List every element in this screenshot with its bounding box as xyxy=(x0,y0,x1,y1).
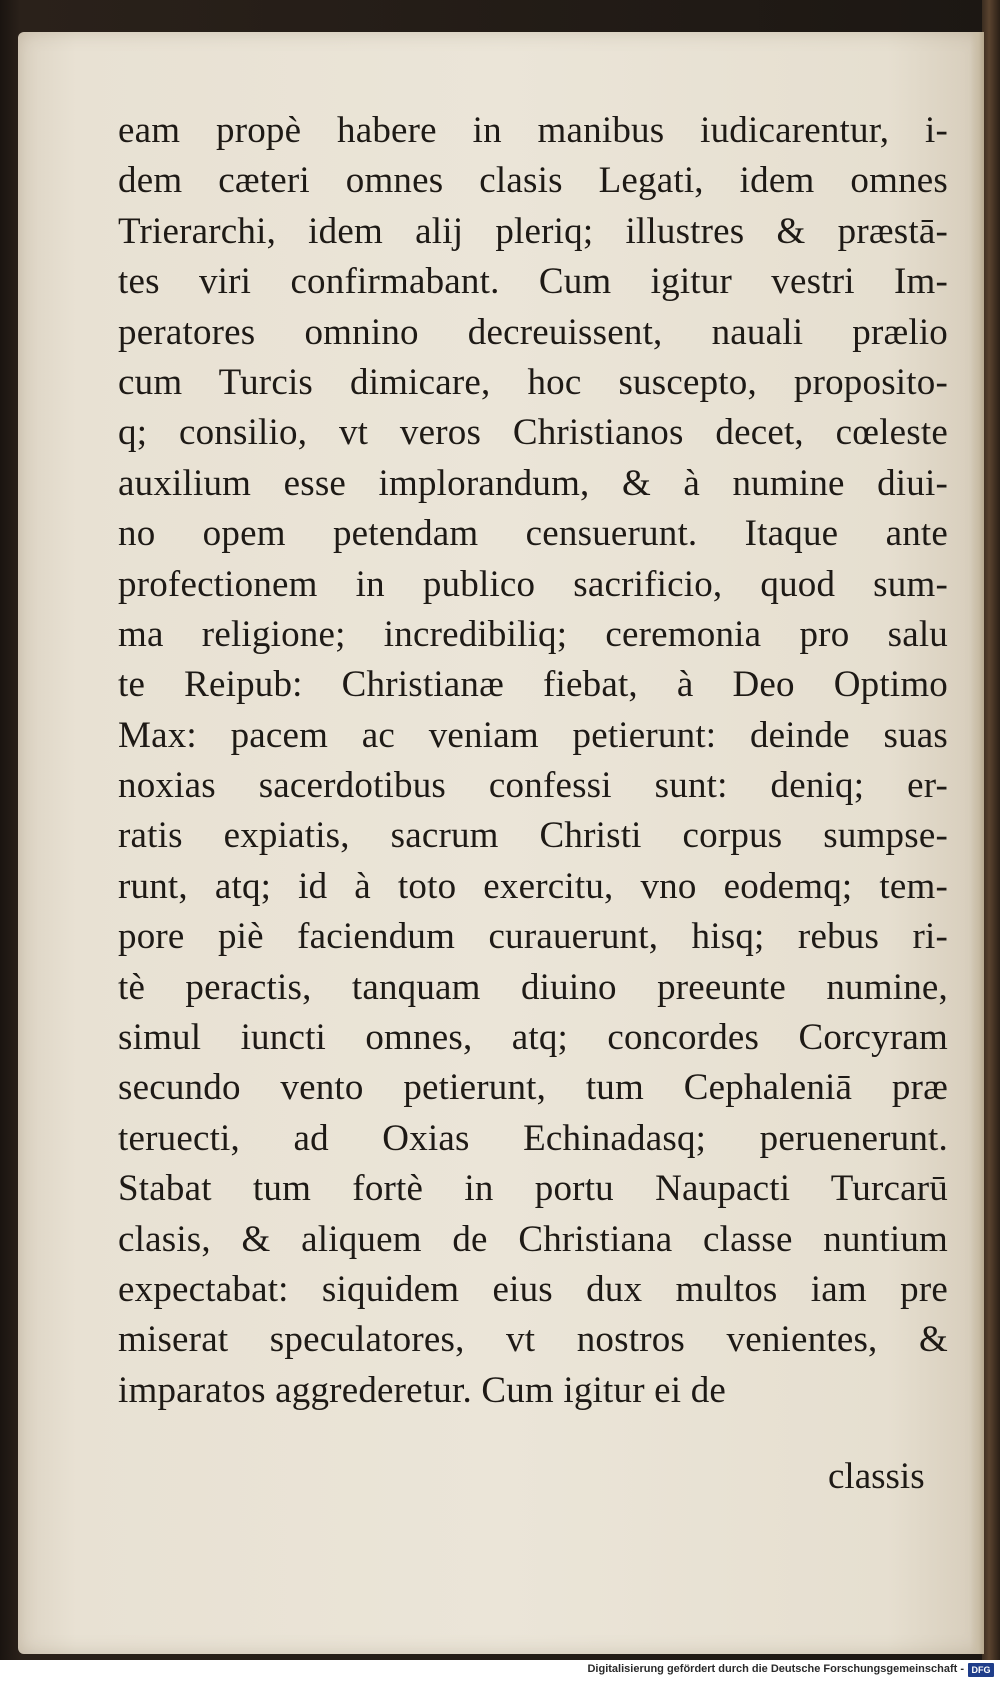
text-line: profectionem in publico sacrificio, quod sum- xyxy=(118,563,948,605)
text-line: simul iuncti omnes, atq; concordes Corcyram xyxy=(118,1017,948,1059)
text-line: miserat speculatores, vt nostros venientes, & xyxy=(118,1319,948,1361)
text-line: q; consilio, vt veros Christianos decet, cœleste xyxy=(118,412,948,454)
text-line: imparatos aggrederetur. Cum igitur ei de xyxy=(118,1369,727,1411)
text-line: Trierarchi, idem alij pleriq; illustres & præstā- xyxy=(118,210,948,252)
dfg-logo: DFG xyxy=(968,1663,994,1677)
text-line: tes viri confirmabant. Cum igitur vestri Im- xyxy=(118,261,948,303)
text-line: eam propè habere in manibus iudicarentur, i- xyxy=(118,110,948,151)
text-line: te Reipub: Christianæ fiebat, à Deo Optimo xyxy=(118,664,948,706)
text-line: tè peractis, tanquam diuino preeunte numine, xyxy=(118,966,948,1008)
text-line: peratores omnino decreuissent, nauali prælio xyxy=(118,311,948,353)
text-line: auxilium esse implorandum, & à numine diui- xyxy=(118,462,948,504)
book-binding-edge xyxy=(982,0,1000,1660)
text-line: cum Turcis dimicare, hoc suscepto, proposito- xyxy=(118,361,948,403)
catchword: classis xyxy=(828,1456,925,1497)
text-line: noxias sacerdotibus confessi sunt: deniq; er- xyxy=(118,765,948,807)
text-line: dem cæteri omnes clasis Legati, idem omnes xyxy=(118,160,948,202)
text-line: Stabat tum fortè in portu Naupacti Turcarū xyxy=(118,1168,948,1210)
book-page xyxy=(18,32,984,1654)
page-fore-edge xyxy=(970,32,984,1654)
text-line: clasis, & aliquem de Christiana classe nuntium xyxy=(118,1218,948,1260)
text-line: pore piè faciendum curauerunt, hisq; rebus ri- xyxy=(118,916,948,958)
text-line: runt, atq; id à toto exercitu, vno eodemq; tem- xyxy=(118,865,948,907)
credit-bar xyxy=(0,1660,1000,1682)
funding-credit: Digitalisierung gefördert durch die Deutsche Forschungsgemeinschaft - xyxy=(587,1663,964,1675)
text-line: no opem petendam censuerunt. Itaque ante xyxy=(118,513,948,555)
text-line: ratis expiatis, sacrum Christi corpus sumpse- xyxy=(118,815,948,857)
text-line: secundo vento petierunt, tum Cephaleniā præ xyxy=(118,1067,948,1109)
page-text-block xyxy=(118,106,948,1416)
text-line: teruecti, ad Oxias Echinadasq; peruenerunt. xyxy=(118,1117,948,1159)
text-line: Max: pacem ac veniam petierunt: deinde suas xyxy=(118,714,948,756)
text-line: ma religione; incredibiliq; ceremonia pro salu xyxy=(118,613,948,655)
text-line: expectabat: siquidem eius dux multos iam pre xyxy=(118,1268,948,1310)
